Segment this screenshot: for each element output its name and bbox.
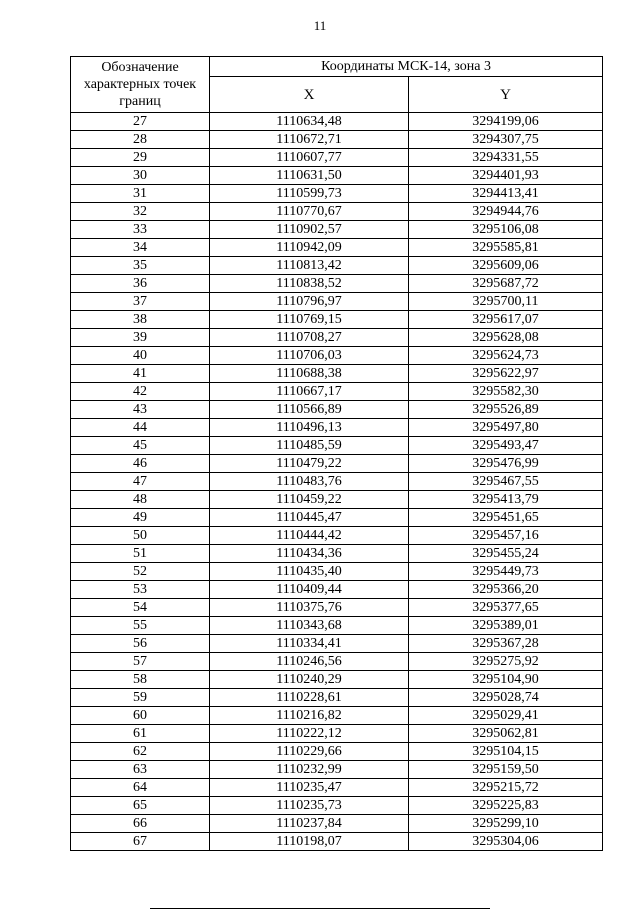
x-coordinate-cell: 1110942,09 [210,239,409,257]
point-id-cell: 36 [71,275,210,293]
table-body [71,113,603,851]
y-coordinate-cell: 3294199,06 [409,113,603,131]
table-row [71,329,603,347]
point-id-cell: 47 [71,473,210,491]
x-coordinate-cell: 1110599,73 [210,185,409,203]
point-id-cell: 50 [71,527,210,545]
y-coordinate-cell: 3295582,30 [409,383,603,401]
y-coordinate-cell: 3295367,28 [409,635,603,653]
x-coordinate-cell: 1110631,50 [210,167,409,185]
x-column-header: X [210,77,409,113]
y-coordinate-cell: 3294944,76 [409,203,603,221]
page-number: 11 [313,18,327,33]
table-row [71,671,603,689]
y-coordinate-cell: 3295609,06 [409,257,603,275]
x-coordinate-cell: 1110228,61 [210,689,409,707]
point-id-cell: 63 [71,761,210,779]
y-coordinate-cell: 3295476,99 [409,455,603,473]
point-id-cell: 55 [71,617,210,635]
y-coordinate-cell: 3295687,72 [409,275,603,293]
x-coordinate-cell: 1110246,56 [210,653,409,671]
point-id-cell: 38 [71,311,210,329]
x-coordinate-cell: 1110607,77 [210,149,409,167]
point-id-cell: 64 [71,779,210,797]
point-id-cell: 43 [71,401,210,419]
x-coordinate-cell: 1110796,97 [210,293,409,311]
point-id-cell: 32 [71,203,210,221]
x-coordinate-cell: 1110483,76 [210,473,409,491]
table-row [71,437,603,455]
y-coordinate-cell: 3295493,47 [409,437,603,455]
point-id-cell: 42 [71,383,210,401]
table-row [71,419,603,437]
table-row [71,725,603,743]
y-coordinate-cell: 3295366,20 [409,581,603,599]
point-id-cell: 33 [71,221,210,239]
y-coordinate-cell: 3295413,79 [409,491,603,509]
y-coordinate-cell: 3294307,75 [409,131,603,149]
x-coordinate-cell: 1110672,71 [210,131,409,149]
table-header [71,57,603,113]
y-coordinate-cell: 3295389,01 [409,617,603,635]
point-id-cell: 62 [71,743,210,761]
table-row [71,221,603,239]
y-coordinate-cell: 3295062,81 [409,725,603,743]
point-id-cell: 31 [71,185,210,203]
table-row [71,257,603,275]
y-coordinate-cell: 3295028,74 [409,689,603,707]
x-coordinate-cell: 1110198,07 [210,833,409,851]
x-coordinate-cell: 1110769,15 [210,311,409,329]
y-coordinate-cell: 3295104,15 [409,743,603,761]
table-row [71,797,603,815]
y-coordinate-cell: 3294413,41 [409,185,603,203]
x-coordinate-cell: 1110667,17 [210,383,409,401]
y-coordinate-cell: 3295215,72 [409,779,603,797]
table-row [71,545,603,563]
y-coordinate-cell: 3295628,08 [409,329,603,347]
table-row [71,761,603,779]
y-coordinate-cell: 3295225,83 [409,797,603,815]
x-coordinate-cell: 1110434,36 [210,545,409,563]
x-coordinate-cell: 1110459,22 [210,491,409,509]
y-coordinate-cell: 3295449,73 [409,563,603,581]
bottom-divider [150,908,490,909]
table-row [71,131,603,149]
table-row [71,473,603,491]
point-id-cell: 27 [71,113,210,131]
x-coordinate-cell: 1110232,99 [210,761,409,779]
y-coordinate-cell: 3295585,81 [409,239,603,257]
point-id-cell: 67 [71,833,210,851]
x-coordinate-cell: 1110240,29 [210,671,409,689]
y-coordinate-cell: 3295377,65 [409,599,603,617]
x-coordinate-cell: 1110235,73 [210,797,409,815]
y-coordinate-cell: 3295467,55 [409,473,603,491]
point-id-cell: 39 [71,329,210,347]
table-row [71,149,603,167]
table-row [71,203,603,221]
table-row [71,743,603,761]
x-coordinate-cell: 1110634,48 [210,113,409,131]
x-coordinate-cell: 1110496,13 [210,419,409,437]
y-coordinate-cell: 3295622,97 [409,365,603,383]
table-row [71,581,603,599]
y-coordinate-cell: 3295455,24 [409,545,603,563]
point-id-cell: 57 [71,653,210,671]
x-coordinate-cell: 1110334,41 [210,635,409,653]
x-coordinate-cell: 1110343,68 [210,617,409,635]
y-coordinate-cell: 3295104,90 [409,671,603,689]
point-id-cell: 66 [71,815,210,833]
point-id-cell: 56 [71,635,210,653]
y-column-header: Y [409,77,603,113]
x-coordinate-cell: 1110435,40 [210,563,409,581]
y-coordinate-cell: 3295029,41 [409,707,603,725]
y-coordinate-cell: 3295497,80 [409,419,603,437]
point-id-cell: 52 [71,563,210,581]
point-id-cell: 61 [71,725,210,743]
table-row [71,527,603,545]
point-id-cell: 54 [71,599,210,617]
x-coordinate-cell: 1110237,84 [210,815,409,833]
table-row [71,779,603,797]
y-coordinate-cell: 3295304,06 [409,833,603,851]
y-coordinate-cell: 3295106,08 [409,221,603,239]
table-row [71,599,603,617]
table-row [71,815,603,833]
x-coordinate-cell: 1110838,52 [210,275,409,293]
coordinates-table [70,56,603,851]
table-row [71,167,603,185]
x-coordinate-cell: 1110813,42 [210,257,409,275]
point-id-cell: 46 [71,455,210,473]
table-row [71,185,603,203]
point-id-cell: 44 [71,419,210,437]
table-row [71,455,603,473]
y-coordinate-cell: 3294401,93 [409,167,603,185]
x-coordinate-cell: 1110409,44 [210,581,409,599]
y-coordinate-cell: 3295526,89 [409,401,603,419]
y-coordinate-cell: 3295457,16 [409,527,603,545]
table-row [71,563,603,581]
y-coordinate-cell: 3295451,65 [409,509,603,527]
x-coordinate-cell: 1110770,67 [210,203,409,221]
point-id-cell: 53 [71,581,210,599]
point-id-cell: 37 [71,293,210,311]
x-coordinate-cell: 1110375,76 [210,599,409,617]
table-row [71,401,603,419]
table-row [71,275,603,293]
y-coordinate-cell: 3295159,50 [409,761,603,779]
point-id-cell: 34 [71,239,210,257]
table-row [71,833,603,851]
point-id-cell: 59 [71,689,210,707]
point-id-cell: 29 [71,149,210,167]
x-coordinate-cell: 1110566,89 [210,401,409,419]
coordinate-system-header: Координаты МСК-14, зона 3 [210,57,603,77]
table-row [71,365,603,383]
table-row [71,617,603,635]
point-id-cell: 49 [71,509,210,527]
table-row [71,347,603,365]
point-id-cell: 28 [71,131,210,149]
point-id-cell: 30 [71,167,210,185]
point-id-cell: 51 [71,545,210,563]
table-row [71,509,603,527]
table-row [71,491,603,509]
table-row [71,383,603,401]
y-coordinate-cell: 3295617,07 [409,311,603,329]
x-coordinate-cell: 1110706,03 [210,347,409,365]
x-coordinate-cell: 1110235,47 [210,779,409,797]
x-coordinate-cell: 1110444,42 [210,527,409,545]
x-coordinate-cell: 1110902,57 [210,221,409,239]
point-id-cell: 48 [71,491,210,509]
table-row [71,293,603,311]
x-coordinate-cell: 1110216,82 [210,707,409,725]
y-coordinate-cell: 3295624,73 [409,347,603,365]
y-coordinate-cell: 3295299,10 [409,815,603,833]
x-coordinate-cell: 1110229,66 [210,743,409,761]
table-row [71,635,603,653]
point-id-cell: 35 [71,257,210,275]
table-row [71,113,603,131]
y-coordinate-cell: 3294331,55 [409,149,603,167]
point-id-cell: 40 [71,347,210,365]
x-coordinate-cell: 1110445,47 [210,509,409,527]
x-coordinate-cell: 1110222,12 [210,725,409,743]
x-coordinate-cell: 1110485,59 [210,437,409,455]
point-id-cell: 41 [71,365,210,383]
table-row [71,707,603,725]
point-id-cell: 45 [71,437,210,455]
table-row [71,689,603,707]
point-id-cell: 65 [71,797,210,815]
point-label-header: Обозначение характерных точек границ [71,57,210,113]
point-id-cell: 60 [71,707,210,725]
x-coordinate-cell: 1110708,27 [210,329,409,347]
y-coordinate-cell: 3295275,92 [409,653,603,671]
x-coordinate-cell: 1110479,22 [210,455,409,473]
x-coordinate-cell: 1110688,38 [210,365,409,383]
table-row [71,239,603,257]
y-coordinate-cell: 3295700,11 [409,293,603,311]
table-row [71,311,603,329]
point-id-cell: 58 [71,671,210,689]
table-row [71,653,603,671]
